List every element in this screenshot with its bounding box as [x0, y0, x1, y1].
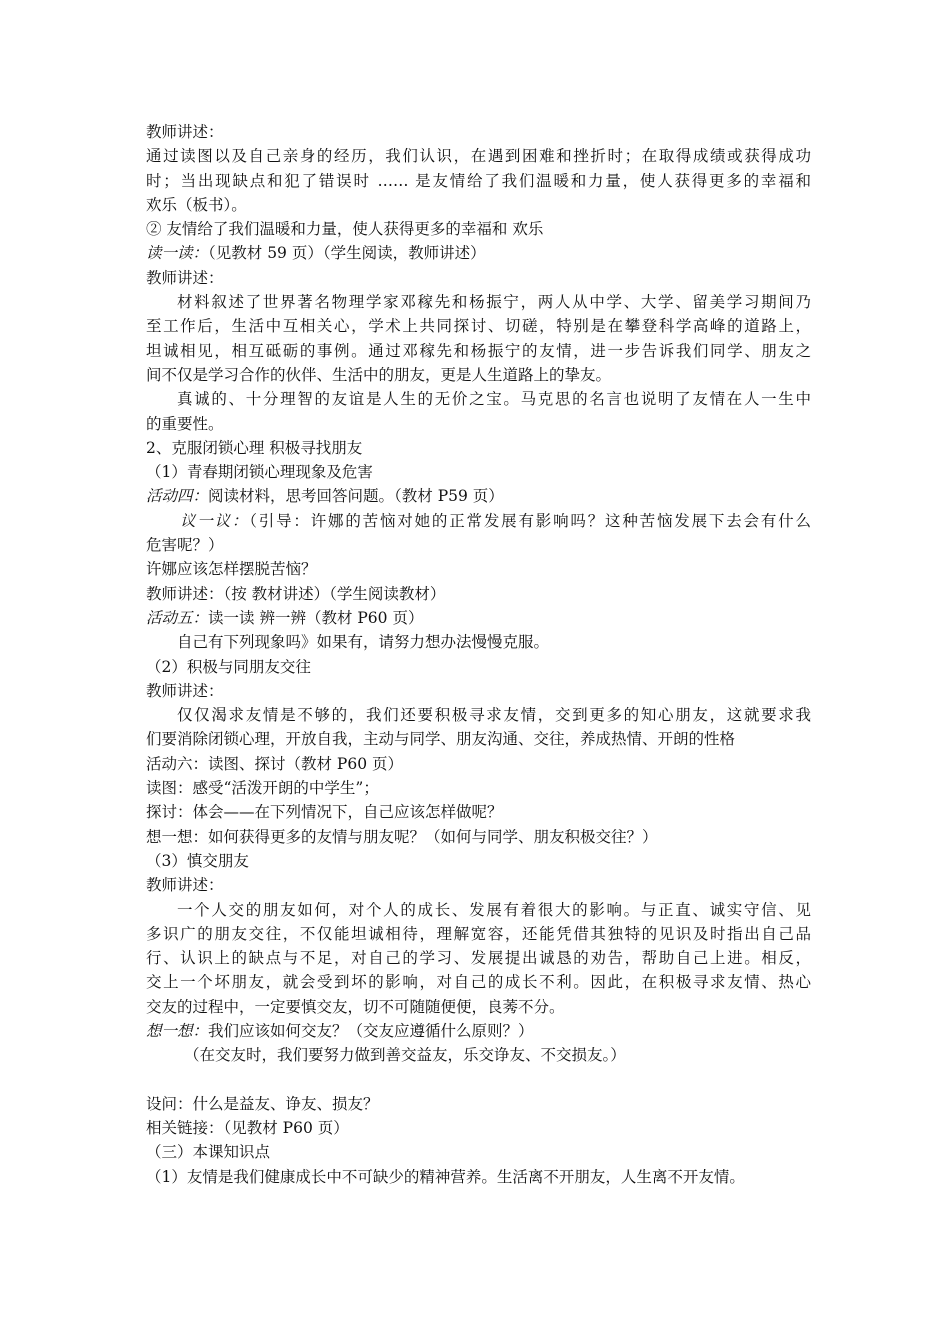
activity-text: （引导：许娜的苦恼对她的正常发展有影响吗？这种苦恼发展下去会有什么 — [249, 511, 811, 530]
text-line: 相关链接：（见教材 P60 页） — [146, 1119, 349, 1138]
text-line: 教师讲述： — [146, 268, 224, 287]
text-line: （2）积极与同朋友交往 — [146, 657, 311, 676]
blank-line — [146, 1068, 811, 1092]
text-line — [146, 606, 811, 630]
activity-label: 想一想： — [146, 1021, 209, 1040]
text-line: 交上一个坏朋友，就会受到坏的影响，对自己的成长不利。因此，在积极寻求友情、热心 — [146, 973, 811, 992]
activity-label: 活动四： — [146, 487, 209, 506]
text-line: 坦诚相见，相互砥砺的事例。通过邓稼先和杨振宁的友情，进一步告诉我们同学、朋友之 — [146, 341, 811, 360]
text-line: 设问：什么是益友、诤友、损友？ — [146, 1094, 379, 1113]
text-line: 仅仅渴求友情是不够的，我们还要积极寻求友情，交到更多的知心朋友，这就要求我 — [177, 706, 811, 725]
text-line — [146, 509, 811, 533]
text-line: （3）慎交朋友 — [146, 851, 249, 870]
text-line: 教师讲述：（按 教材讲述）（学生阅读教材） — [146, 584, 446, 603]
text-line: （在交友时，我们要努力做到善交益友，乐交诤友、不交损友。） — [184, 1046, 626, 1065]
text-line: 材料叙述了世界著名物理学家邓稼先和杨振宁，两人从中学、大学、留美学习期间乃 — [177, 293, 811, 312]
activity-text: 我们应该如何交友？（交友应遵循什么原则？） — [208, 1021, 534, 1040]
activity-label: 议一议： — [180, 511, 250, 530]
text-line: 通过读图以及自己亲身的经历，我们认识，在遇到困难和挫折时；在取得成绩或获得成功 — [146, 147, 811, 166]
text-line: 的重要性。 — [146, 414, 224, 433]
activity-text: （见教材 59 页）（学生阅读，教师讲述） — [208, 244, 486, 263]
text-line — [146, 241, 811, 265]
text-line: 们要消除闭锁心理，开放自我，主动与同学、朋友沟通、交往，养成热情、开朗的性格 — [146, 730, 736, 749]
text-line: 时；当出现缺点和犯了错误时 …… 是友情给了我们温暖和力量，使人获得更多的幸福和 — [146, 171, 811, 190]
text-line — [146, 484, 811, 508]
text-line: 危害呢？） — [146, 536, 224, 555]
text-line: ② 友情给了我们温暖和力量，使人获得更多的幸福和 欢乐 — [146, 220, 544, 239]
text-line: 多识广的朋友交往，不仅能坦诚相待，理解宽容，还能凭借其独特的见识及时指出自己品 — [146, 924, 811, 943]
text-line: 想一想：如何获得更多的友情与朋友呢？（如何与同学、朋友积极交往？） — [146, 827, 658, 846]
text-line: 交友的过程中，一定要慎交友，切不可随随便便，良莠不分。 — [146, 997, 565, 1016]
text-line: （1）青春期闭锁心理现象及危害 — [146, 463, 373, 482]
text-line: 教师讲述： — [146, 123, 224, 141]
text-line: 自己有下列现象吗》如果有，请努力想办法慢慢克服。 — [177, 633, 550, 652]
text-line: 探讨：体会——在下列情况下，自己应该怎样做呢？ — [146, 803, 503, 822]
activity-label: 活动五： — [146, 608, 209, 627]
document-body — [146, 120, 811, 1189]
text-line: 教师讲述： — [146, 876, 224, 895]
text-line: （1）友情是我们健康成长中不可缺少的精神营养。生活离不开朋友，人生离不开友情。 — [146, 1167, 745, 1186]
text-line: 欢乐（板书）。 — [146, 195, 247, 214]
text-line: 真诚的、十分理智的友谊是人生的无价之宝。马克思的名言也说明了友情在人一生中 — [177, 390, 811, 409]
text-line — [146, 1019, 811, 1043]
text-line: 许娜应该怎样摆脱苦恼？ — [146, 560, 317, 579]
text-line: 一个人交的朋友如何，对个人的成长、发展有着很大的影响。与正直、诚实守信、见 — [177, 900, 811, 919]
text-line: （三）本课知识点 — [146, 1143, 271, 1162]
activity-text: 阅读材料，思考回答问题。（教材 P59 页） — [208, 487, 504, 506]
text-line: 至工作后，生活中互相关心，学术上共同探讨、切磋，特别是在攀登科学高峰的道路上， — [146, 317, 811, 336]
activity-label: 读一读： — [146, 244, 209, 263]
text-line: 行、认识上的缺点与不足，对自己的学习、发展提出诚恳的劝告，帮助自己上进。相反， — [146, 949, 811, 968]
text-line: 活动六：读图、探讨（教材 P60 页） — [146, 754, 404, 773]
text-line: 读图：感受“活泼开朗的中学生”； — [146, 779, 379, 798]
activity-text: 读一读 辨一辨（教材 P60 页） — [208, 608, 424, 627]
text-line: 教师讲述： — [146, 681, 224, 700]
text-line: 间不仅是学习合作的伙伴、生活中的朋友，更是人生道路上的挚友。 — [146, 365, 612, 384]
text-line: 2、克服闭锁心理 积极寻找朋友 — [146, 438, 363, 457]
